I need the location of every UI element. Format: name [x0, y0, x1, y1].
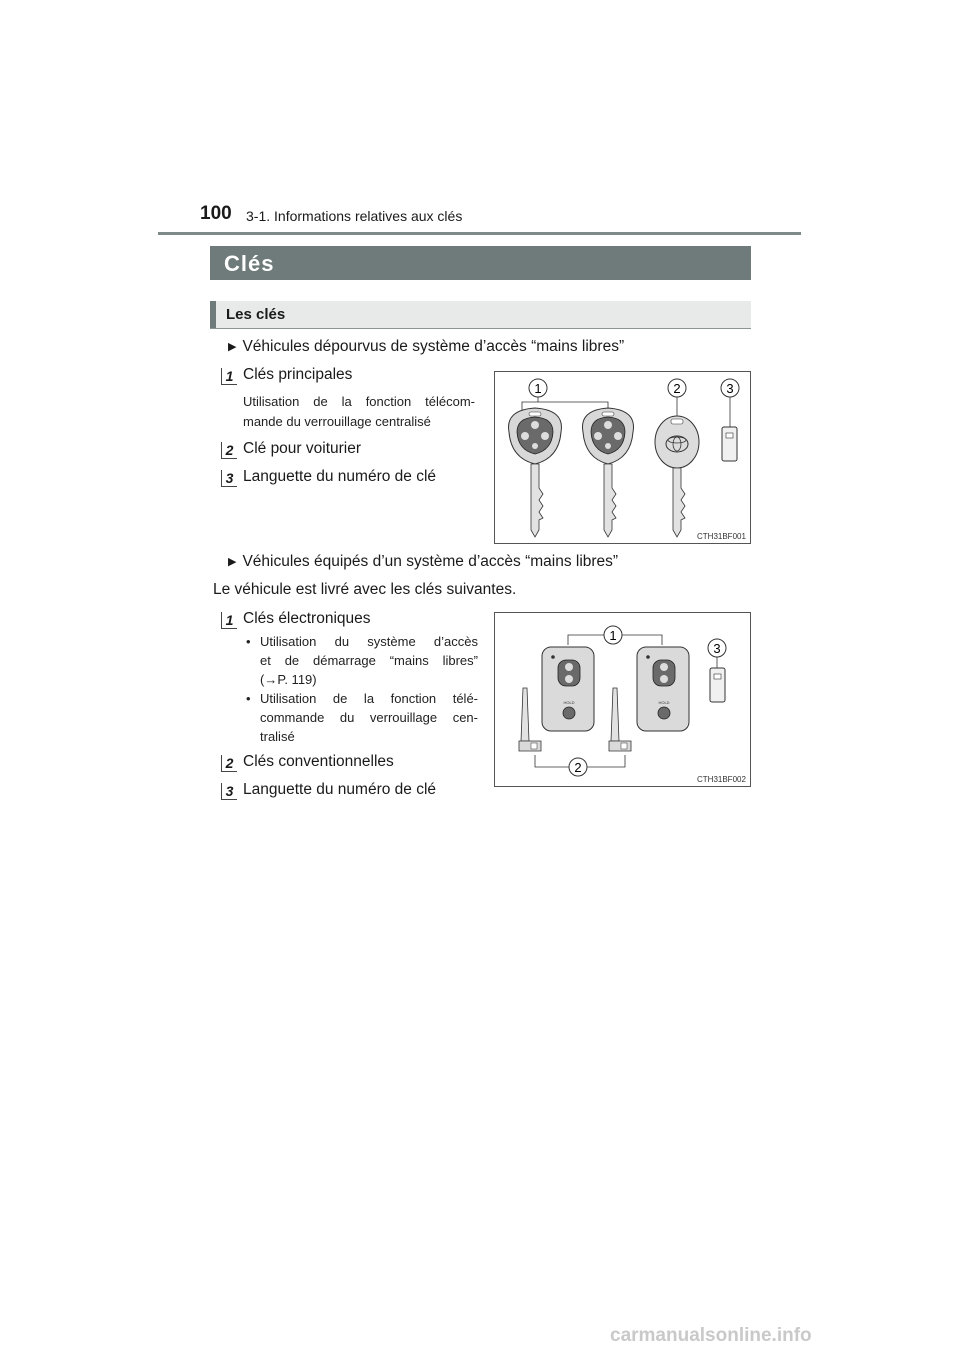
figure-keys-2: [494, 612, 751, 787]
svg-text:2: 2: [673, 381, 681, 396]
electronic-key-icon: [637, 647, 689, 731]
section1-item1-desc-line1: Utilisation de la fonction télécom-: [243, 394, 475, 409]
section2-heading: [228, 553, 618, 571]
callout-3: [708, 639, 726, 657]
subtitle-bar: [210, 301, 751, 328]
figure-code-2: CTH31BF002: [697, 775, 746, 784]
section2-bullet2: [243, 689, 478, 746]
section2-item1-number: 1: [221, 612, 237, 629]
section-title: 3-1. Informations relatives aux clés: [246, 208, 463, 224]
keys-illustration-1: [495, 372, 750, 543]
callout-3: [721, 379, 739, 397]
svg-text:2: 2: [574, 760, 582, 775]
svg-text:3: 3: [713, 641, 721, 656]
keys-illustration-2: [495, 613, 750, 786]
bullet2-line1: Utilisation de la fonction télé-: [260, 691, 478, 706]
callout-1: [529, 379, 547, 397]
callout-2: [569, 758, 587, 776]
key-number-tag-icon: [722, 427, 737, 461]
section1-item1-desc-line2: mande du verrouillage centralisé: [243, 414, 431, 429]
callout-2: [668, 379, 686, 397]
svg-text:HOLD: HOLD: [658, 700, 670, 705]
bullet2-line3: tralisé: [260, 729, 295, 744]
section2-item3-number: 3: [221, 783, 237, 800]
bullet1-line1: Utilisation du système d’accès: [260, 634, 478, 649]
section1-heading: [228, 338, 624, 356]
bullet-dot-icon: •: [246, 634, 251, 649]
section1-item2-number: 2: [221, 442, 237, 459]
section2-heading-text: Véhicules équipés d’un système d’accès “mains libres”: [242, 553, 619, 570]
section2-item2-number: 2: [221, 755, 237, 772]
valet-key-icon: [655, 416, 699, 537]
key-number-tag-icon: [710, 668, 725, 702]
section2-bullet1: [243, 632, 478, 689]
mechanical-key-icon: [519, 688, 541, 751]
section1-item2-label: Clé pour voiturier: [243, 440, 362, 457]
mechanical-key-icon: [609, 688, 631, 751]
figure-keys-1: [494, 371, 751, 544]
triangle-arrow-icon: ▶: [228, 341, 237, 353]
bullet-dot-icon: •: [246, 691, 251, 706]
bullet2-line2: commande du verrouillage cen-: [260, 710, 478, 725]
section2-item1-label: Clés électroniques: [243, 610, 371, 627]
svg-text:3: 3: [726, 381, 734, 396]
main-key-icon: [583, 408, 634, 537]
triangle-arrow-icon: ▶: [228, 556, 237, 568]
page-number: 100: [200, 203, 232, 224]
svg-text:HOLD: HOLD: [563, 700, 575, 705]
bullet1-line3: (→P. 119): [260, 672, 317, 687]
figure-code-1: CTH31BF001: [697, 532, 746, 541]
svg-text:1: 1: [534, 381, 542, 396]
title-bar: [210, 246, 751, 280]
section1-item3-label: Languette du numéro de clé: [243, 468, 437, 485]
bullet1-line2: et de démarrage “mains libres”: [260, 653, 478, 668]
page-title: Clés: [224, 251, 275, 276]
main-key-icon: [509, 408, 562, 537]
section2-item2-label: Clés conventionnelles: [243, 753, 394, 770]
subtitle: Les clés: [226, 306, 286, 323]
header-rule: [158, 232, 801, 235]
electronic-key-icon: [542, 647, 594, 731]
section1-item1-desc: [243, 392, 475, 432]
section1-heading-text: Véhicules dépourvus de système d’accès “mains libres”: [242, 338, 625, 355]
subtitle-rule: [210, 328, 751, 329]
section1-item1-label: Clés principales: [243, 366, 353, 383]
svg-text:1: 1: [609, 628, 617, 643]
callout-1: [604, 626, 622, 644]
section2-intro: Le véhicule est livré avec les clés suivantes.: [213, 581, 517, 598]
watermark: carmanualsonline.info: [610, 1325, 812, 1346]
section1-item1-number: 1: [221, 368, 237, 385]
section1-item3-number: 3: [221, 470, 237, 487]
section2-item3-label: Languette du numéro de clé: [243, 781, 437, 798]
